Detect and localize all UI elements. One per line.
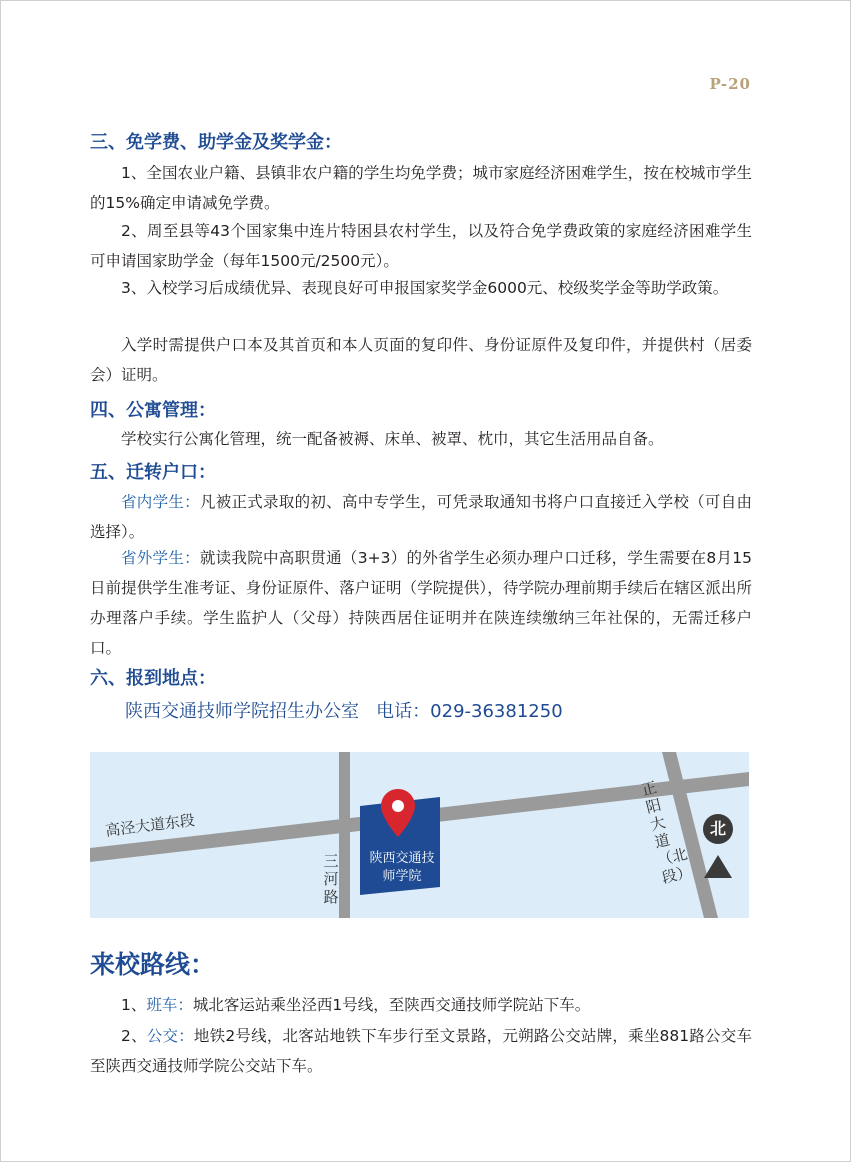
page-number: P-20 [709,75,751,93]
map-roads [90,752,749,918]
office-name: 陕西交通技师学院招生办公室 [125,701,359,722]
route-1-num: 1、 [121,996,147,1014]
campus-label: 陕西交通技师学院 [369,851,435,884]
section3-paragraph-3: 3、入校学习后成绩优异、表现良好可申报国家奖学金6000元、校级奖学金等助学政策。 [121,279,729,297]
section5-title: 五、迁转户口： [90,462,216,483]
north-compass: 北 [703,814,733,844]
section3-paragraph-4: 入学时需提供户口本及其首页和本人页面的复印件、身份证原件及复印件，并提供村（居委会）证明。 [90,336,752,384]
north-arrow-icon [704,855,732,878]
route-1-label: 班车： [146,996,193,1014]
section6-title: 六、报到地点： [90,668,216,689]
section4-title: 四、公寓管理： [90,400,216,421]
section3-title: 三、免学费、助学金及奖学金： [90,132,342,153]
in-province-text: 凡被正式录取的初、高中专学生，可凭录取通知书将户口直接迁入学校（可自由选择）。 [90,493,752,541]
location-map [90,752,749,918]
out-province-text: 就读我院中高职贯通（3+3）的外省学生必须办理户口迁移，学生需要在8月15日前提供学生准考证、身份证原件、落户证明（学院提供），待学院办理前期手续后在辖区派出所办理落户手续。学生监护人（父母）持陕西居住证明并在陕连续缴纳三年社保的，无需迁移户口。 [90,549,752,657]
route-item-2 [90,1021,752,1081]
label-zhengyang-road: 正阳大道（北段） [639,778,694,887]
section5-out-province [90,543,752,663]
in-province-label: 省内学生： [121,493,200,511]
out-province-label: 省外学生： [121,549,200,567]
office-contact [125,697,563,723]
pin-dot [392,800,404,812]
route-2-text: 地铁2号线，北客站地铁下车步行至文景路，元朔路公交站牌，乘坐881路公交车至陕西交通技师学院公交站下车。 [90,1027,752,1075]
route-2-num: 2、 [121,1027,147,1045]
phone-label: 电话： [376,701,431,722]
label-sanhe-road: 三河路 [323,852,339,906]
section4-paragraph: 学校实行公寓化管理，统一配备被褥、床单、被罩、枕巾，其它生活用品自备。 [121,430,664,448]
route-2-label: 公交： [146,1027,194,1045]
road-sanhe [339,752,350,918]
section3-paragraph-1: 1、全国农业户籍、县镇非农户籍的学生均免学费；城市家庭经济困难学生，按在校城市学生的15%确定申请减免学费。 [90,164,752,212]
route-item-1 [90,990,752,1020]
section5-in-province [90,487,752,547]
label-gaojing-road: 高泾大道东段 [104,811,196,840]
section3-paragraph-2: 2、周至县等43个国家集中连片特困县农村学生，以及符合免学费政策的家庭经济困难学生可申请国家助学金（每年1500元/2500元）。 [90,222,752,270]
routes-title: 来校路线： [90,950,216,979]
phone-number: 029-36381250 [430,701,563,722]
route-1-text: 城北客运站乘坐泾西1号线，至陕西交通技师学院站下车。 [192,996,591,1014]
